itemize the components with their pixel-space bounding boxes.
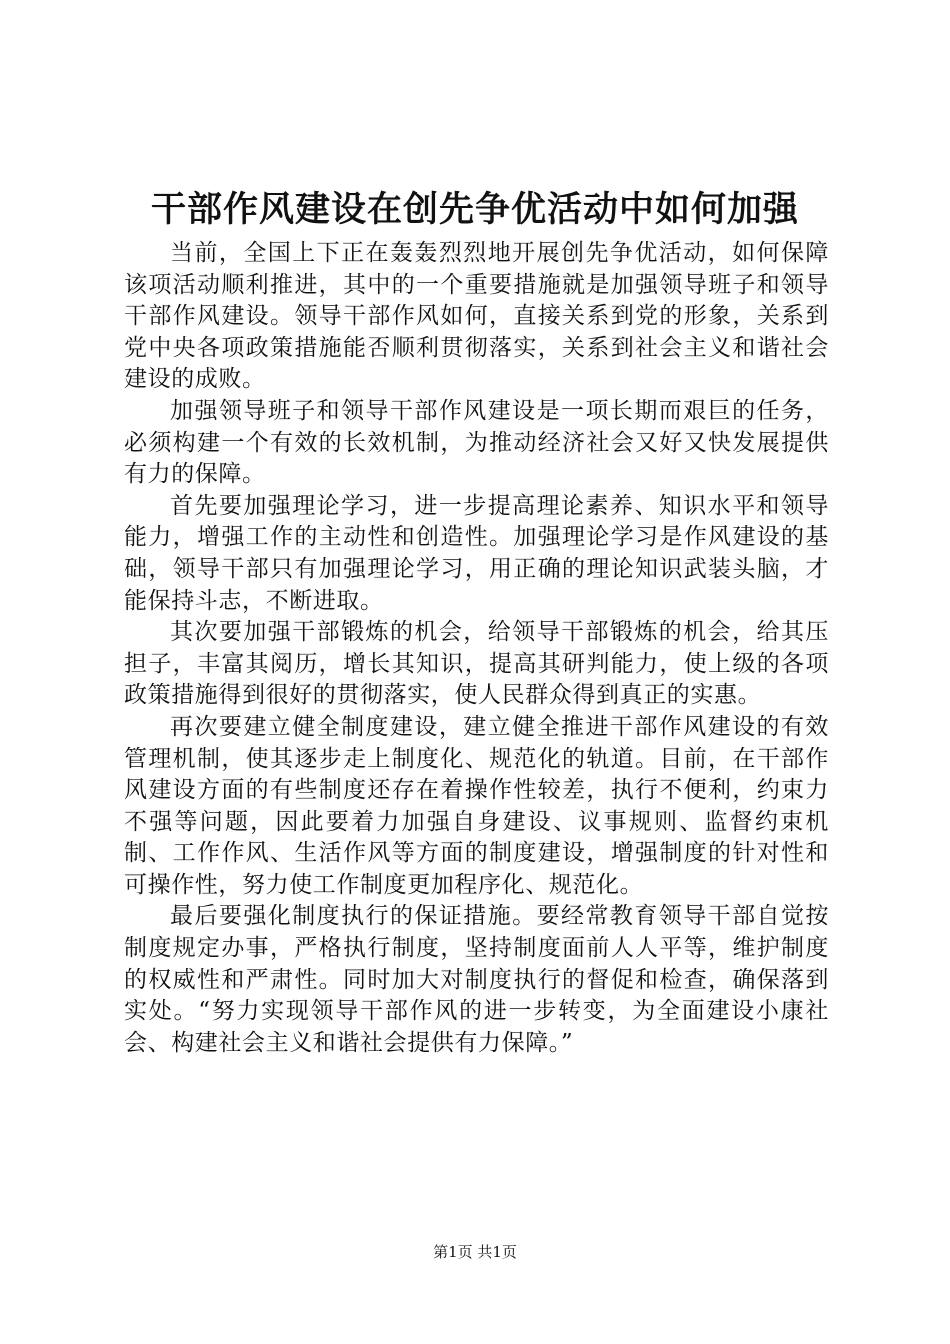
paragraph-2: 加强领导班子和领导干部作风建设是一项长期而艰巨的任务，必须构建一个有效的长效机制，为推动经济社会又好又快发展提供有力的保障。 [124, 397, 829, 488]
document-title: 干部作风建设在创先争优活动中如何加强 [150, 189, 799, 230]
paragraph-5: 再次要建立健全制度建设，建立健全推进干部作风建设的有效管理机制，使其逐步走上制度化、规范化的轨道。目前，在干部作风建设方面的有些制度还存在着操作性较差，执行不便利，约束力不强等问题，因此要着力加强自身建设、议事规则、监督约束机制、工作作风、生活作风等方面的制度建设，增强制度的针对性和可操作性，努力使工作制度更加程序化、规范化。 [124, 713, 829, 898]
paragraph-6: 最后要强化制度执行的保证措施。要经常教育领导干部自觉按制度规定办事，严格执行制度，坚持制度面前人人平等，维护制度的权威性和严肃性。同时加大对制度执行的督促和检查，确保落到实处。“努力实现领导干部作风的进一步转变，为全面建设小康社会、构建社会主义和谐社会提供有力保障。” [124, 903, 829, 1056]
paragraph-4: 其次要加强干部锻炼的机会，给领导干部锻炼的机会，给其压担子，丰富其阅历，增长其知识，提高其研判能力，使上级的各项政策措施得到很好的贯彻落实，使人民群众得到真正的实惠。 [124, 619, 829, 709]
paragraph-1: 当前，全国上下正在轰轰烈烈地开展创先争优活动，如何保障该项活动顺利推进，其中的一个重要措施就是加强领导班子和领导干部作风建设。领导干部作风如何，直接关系到党的形象，关系到党中央各项政策措施能否顺利贯彻落实，关系到社会主义和谐社会建设的成败。 [124, 240, 829, 393]
page-footer: 第1页 共1页 [433, 1243, 517, 1261]
document-body [124, 238, 829, 1059]
paragraph-3: 首先要加强理论学习，进一步提高理论素养、知识水平和领导能力，增强工作的主动性和创造性。加强理论学习是作风建设的基础，领导干部只有加强理论学习，用正确的理论知识武装头脑，才能保持斗志，不断进取。 [124, 492, 829, 614]
